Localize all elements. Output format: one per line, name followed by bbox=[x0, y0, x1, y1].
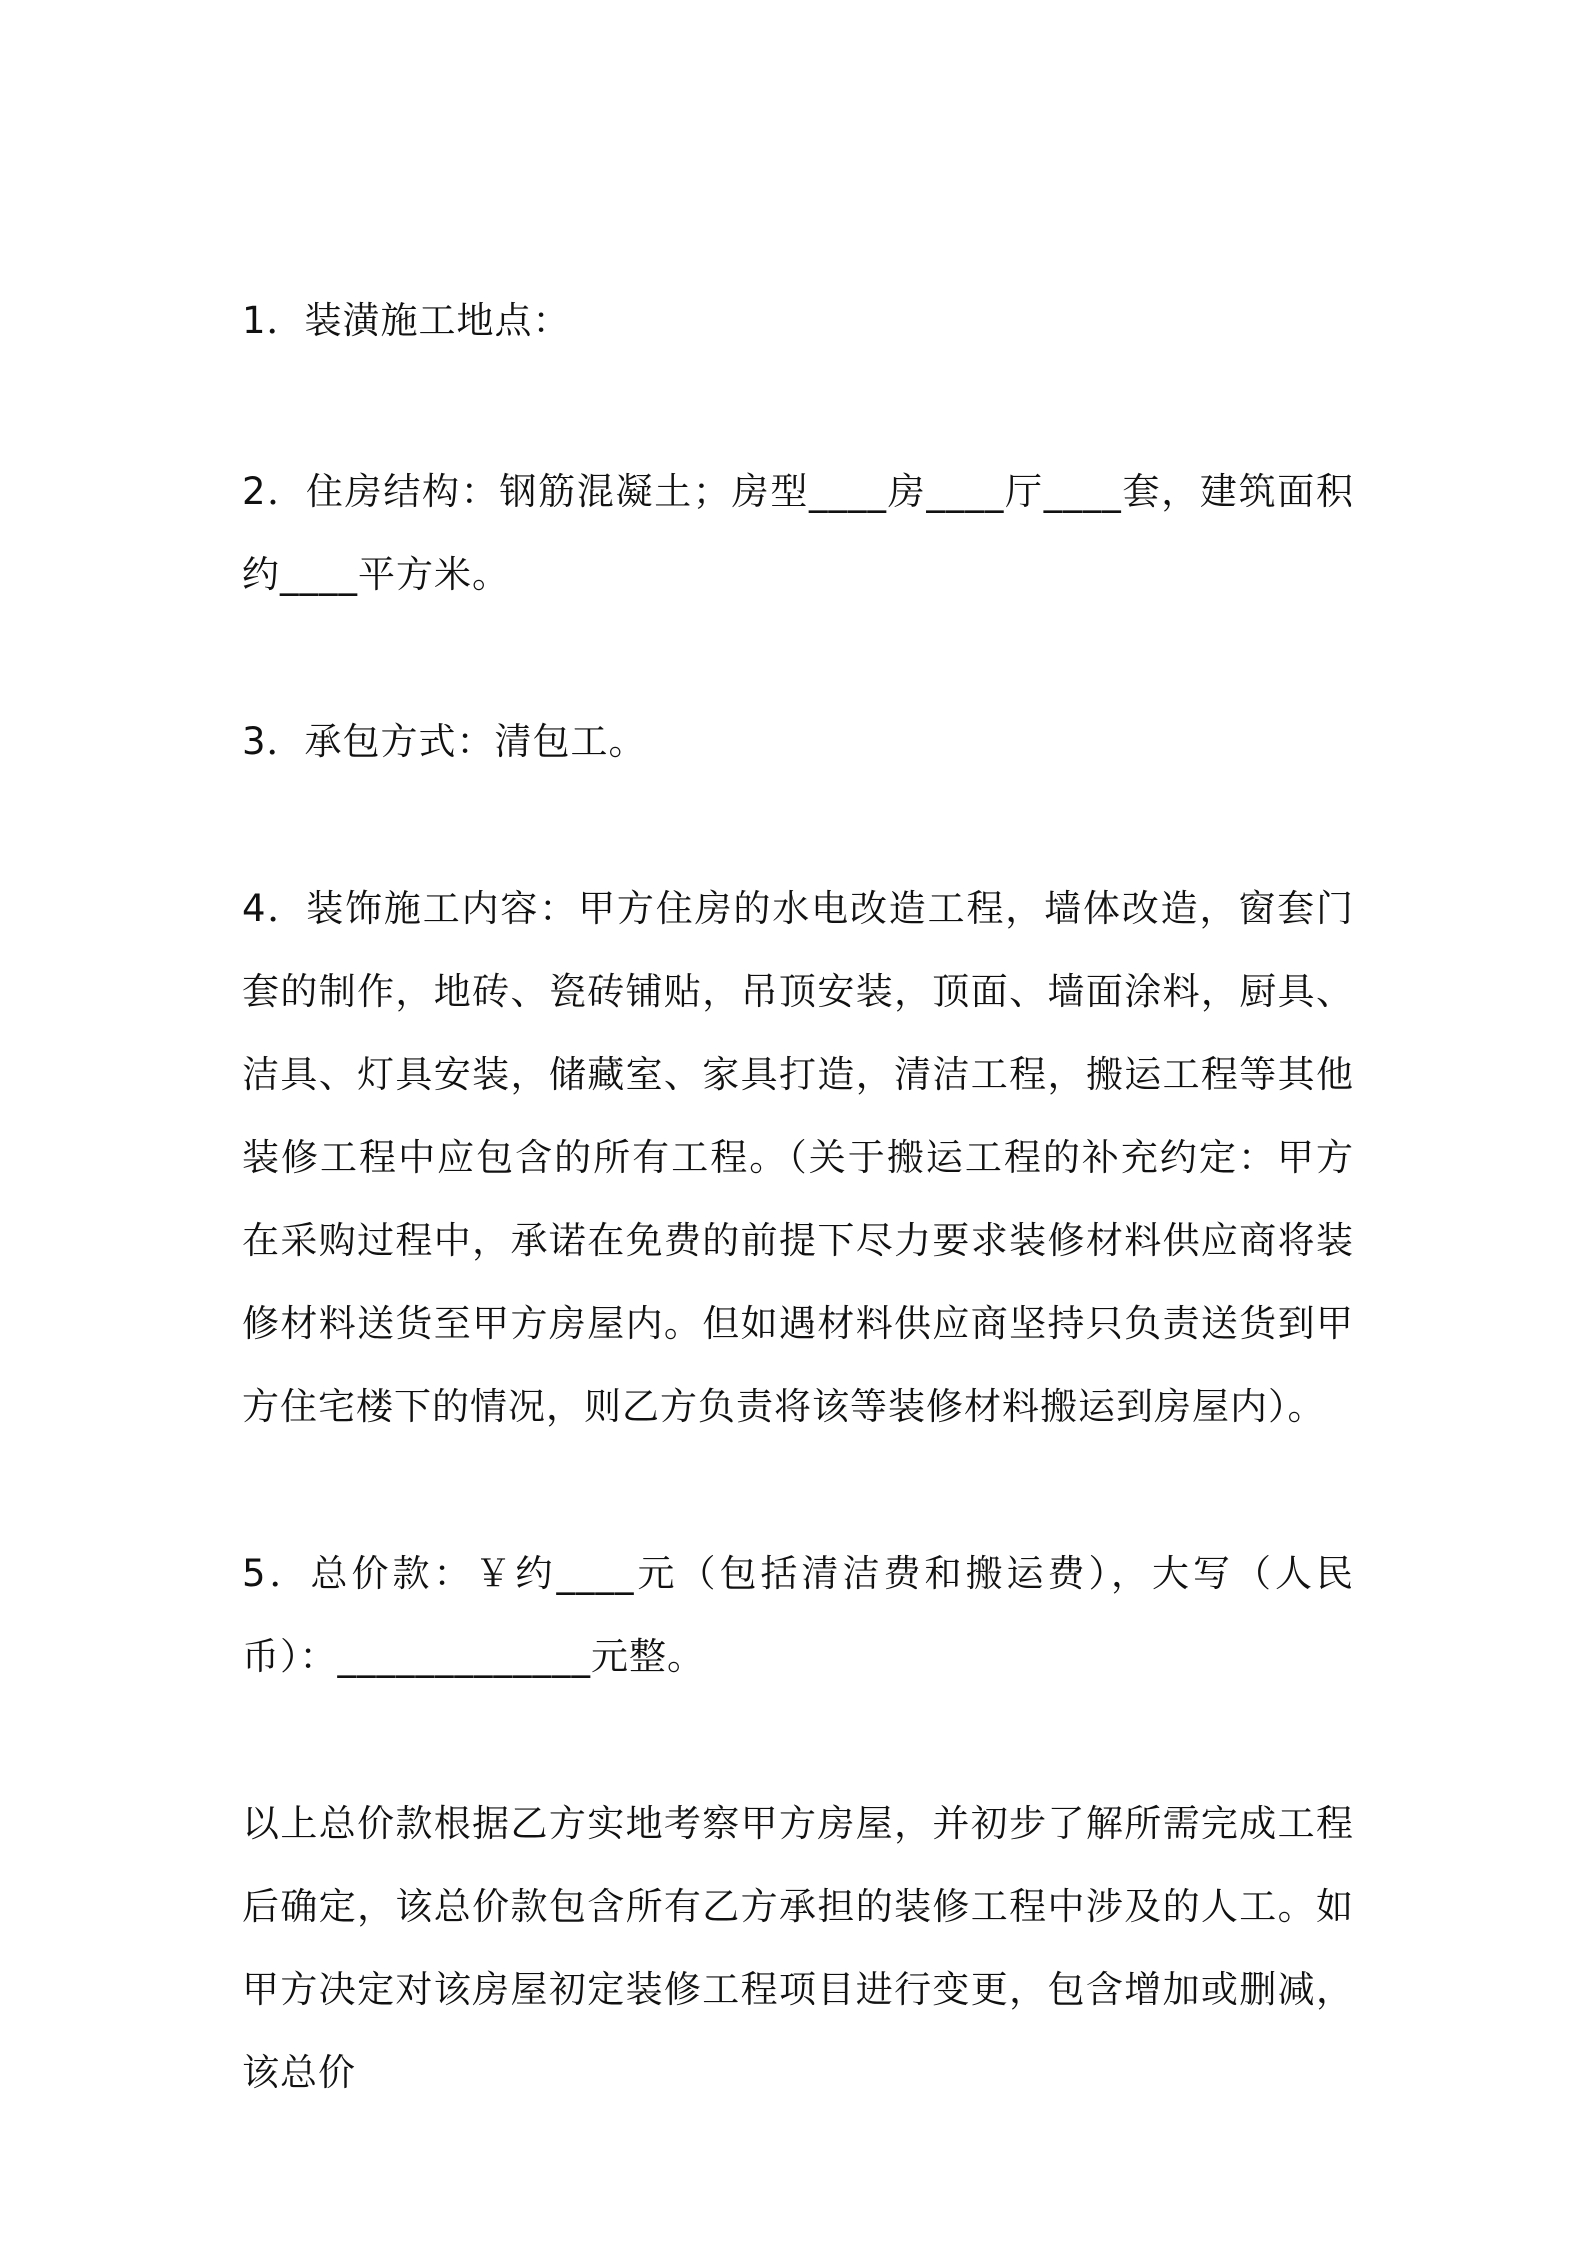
paragraph-spacer bbox=[242, 1448, 1354, 1532]
price-explanation: 以上总价款根据乙方实地考察甲方房屋，并初步了解所需完成工程后确定，该总价款包含所有乙方承担的装修工程中涉及的人工。如甲方决定对该房屋初定装修工程项目进行变更，包含增加或删减，该总价 bbox=[242, 1802, 1354, 2094]
clause-1-location: 1．装潢施工地点： bbox=[242, 299, 571, 342]
clause-5-total-price: 5．总价款：￥约____元（包括清洁费和搬运费），大写（人民币）：_____________元整。 bbox=[242, 1552, 1354, 1678]
paragraph-spacer bbox=[242, 783, 1354, 867]
clause-3-contract-type: 3．承包方式：清包工。 bbox=[242, 720, 647, 763]
document-body bbox=[242, 279, 1354, 2114]
paragraph-spacer bbox=[242, 616, 1354, 700]
paragraph-spacer bbox=[242, 1698, 1354, 1782]
clause-2-structure: 2．住房结构：钢筋混凝土；房型____房____厅____套，建筑面积约____平方米。 bbox=[242, 470, 1354, 596]
paragraph-spacer bbox=[242, 362, 1354, 450]
clause-4-construction-scope: 4．装饰施工内容：甲方住房的水电改造工程，墙体改造，窗套门套的制作，地砖、瓷砖铺贴，吊顶安装，顶面、墙面涂料，厨具、洁具、灯具安装，储藏室、家具打造，清洁工程，搬运工程等其他装修工程中应包含的所有工程。（关于搬运工程的补充约定：甲方在采购过程中，承诺在免费的前提下尽力要求装修材料供应商将装修材料送货至甲方房屋内。但如遇材料供应商坚持只负责送货到甲方住宅楼下的情况，则乙方负责将该等装修材料搬运到房屋内）。 bbox=[242, 887, 1354, 1428]
